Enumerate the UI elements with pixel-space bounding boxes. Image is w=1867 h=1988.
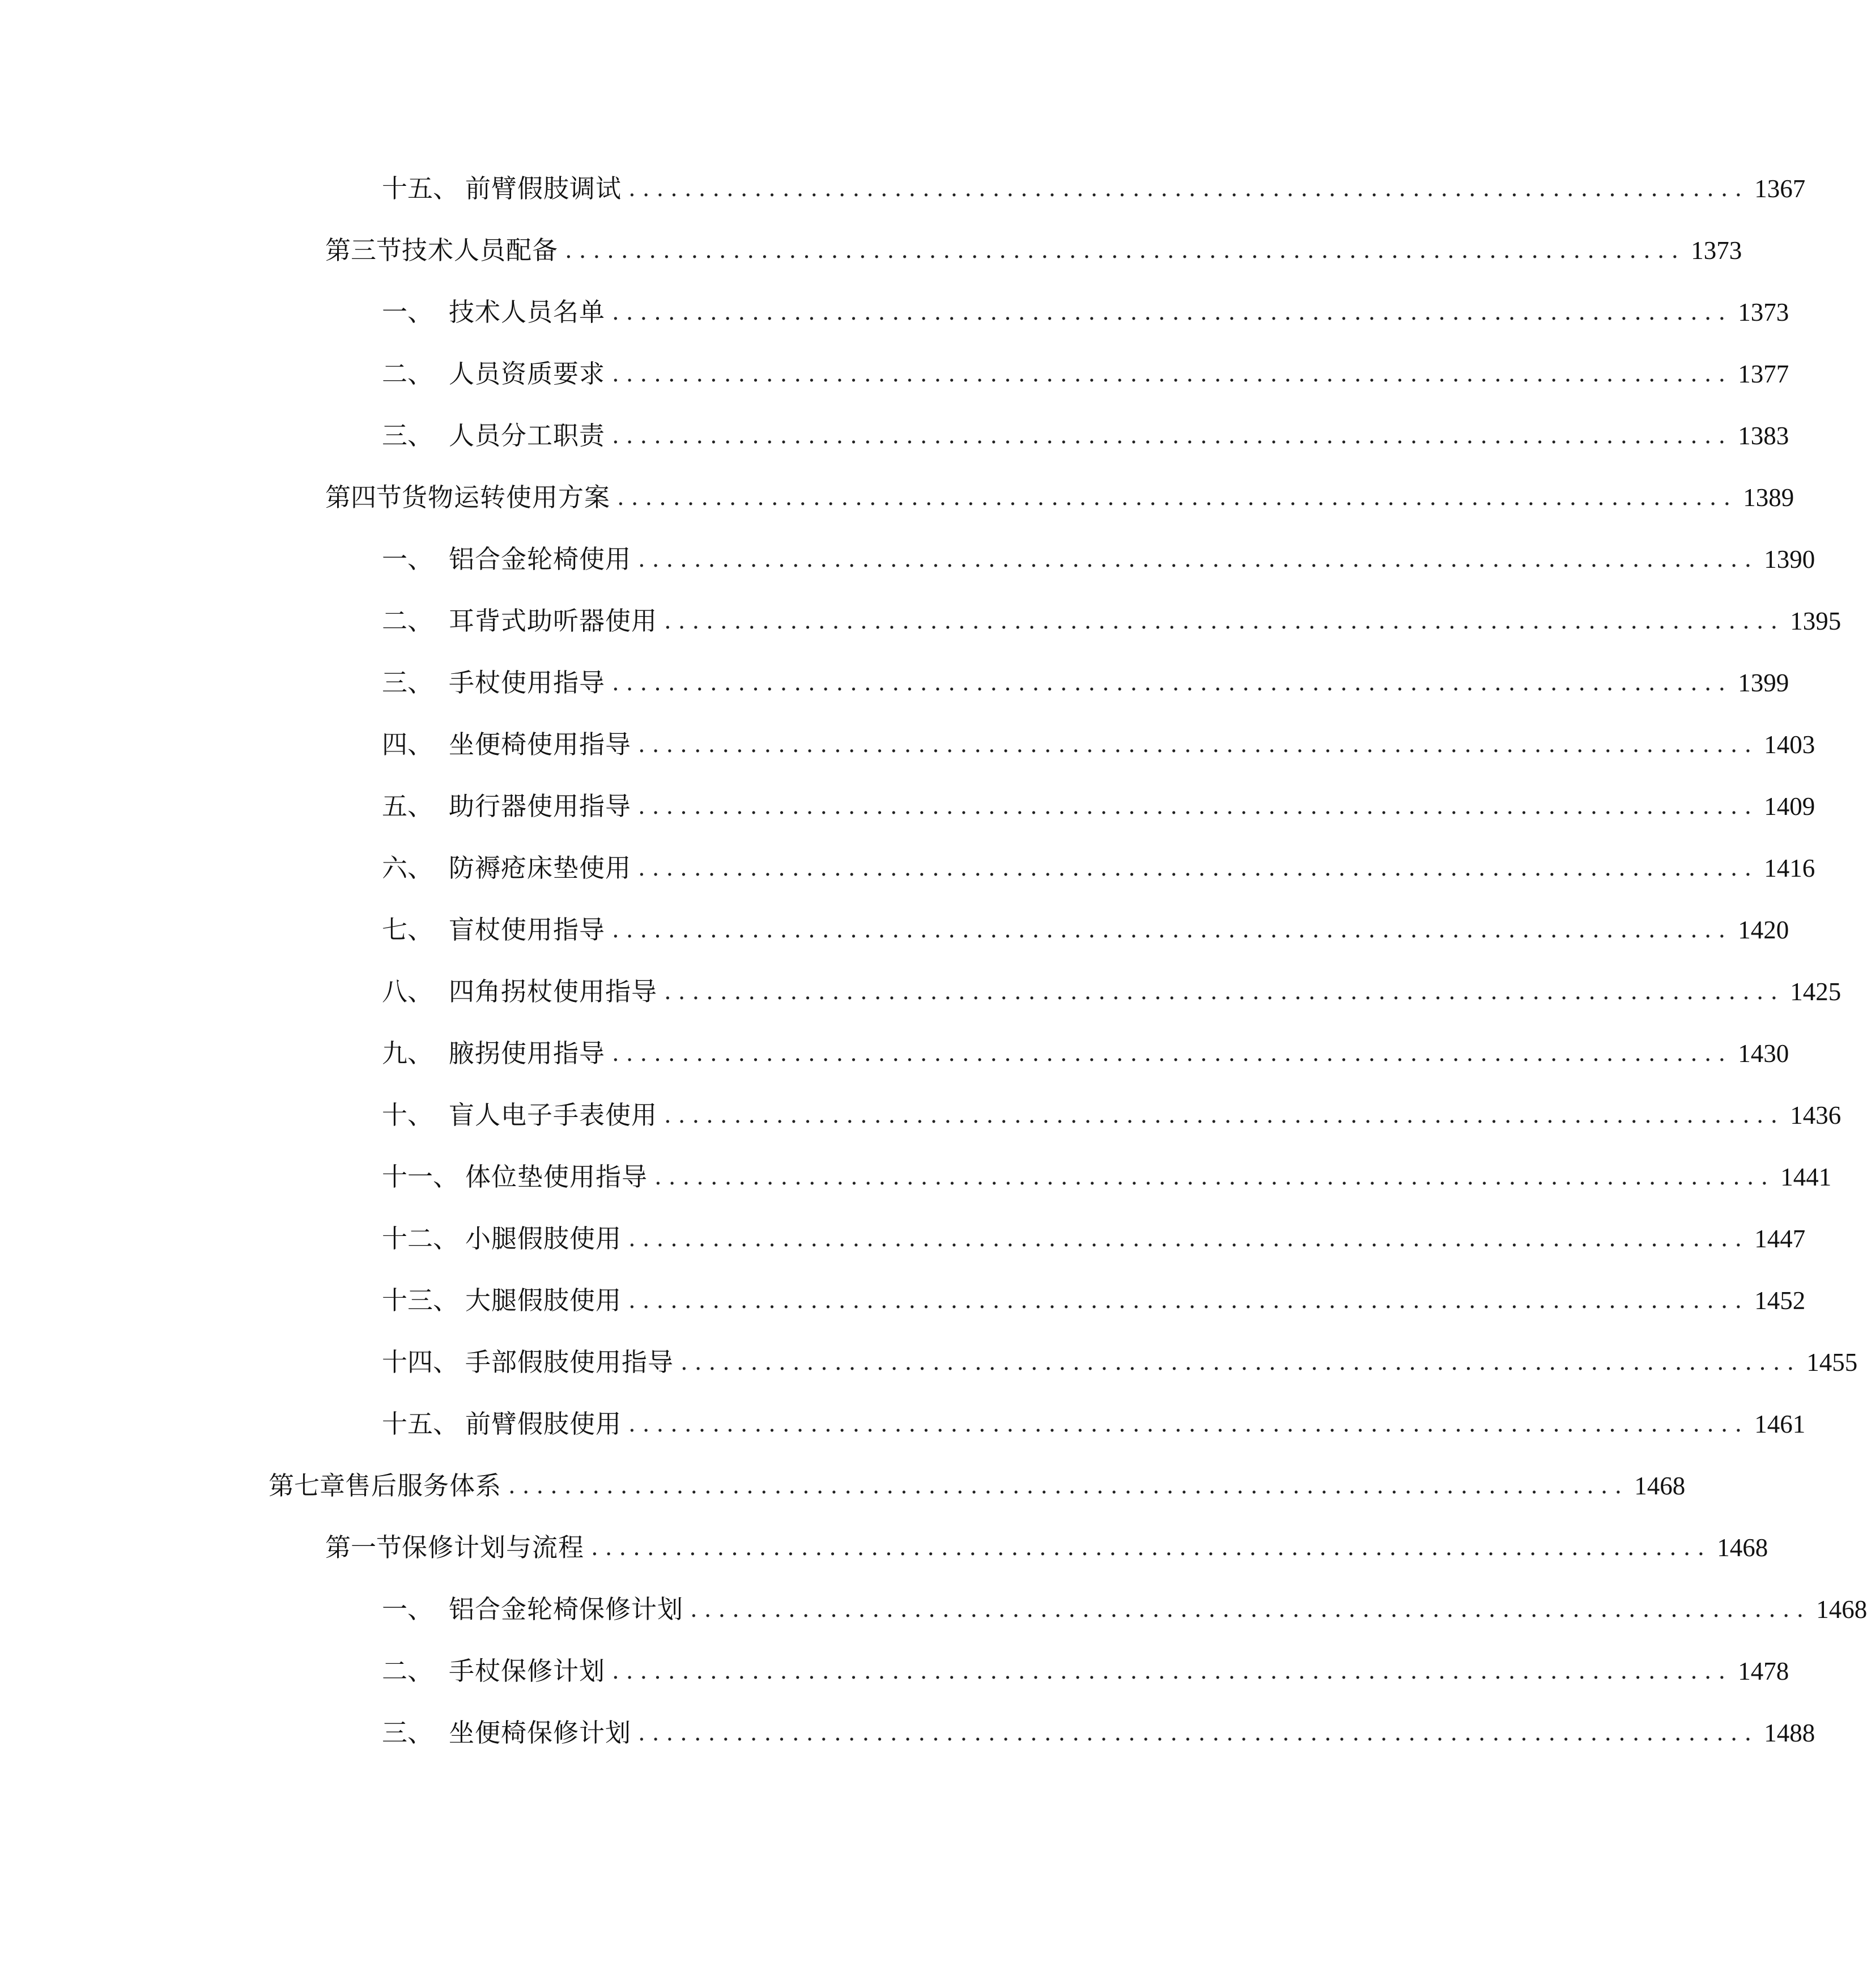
toc-entry-title: 体位垫使用指导 bbox=[465, 1162, 648, 1192]
toc-entry-page: 1455 bbox=[1806, 1348, 1858, 1377]
toc-entry[interactable] bbox=[382, 1578, 1867, 1641]
toc-entry-number: 十三、 bbox=[382, 1285, 459, 1315]
toc-entry-number: 九、 bbox=[382, 1038, 433, 1068]
toc-entry-page: 1461 bbox=[1754, 1410, 1806, 1438]
toc-entry-page: 1395 bbox=[1790, 607, 1842, 635]
dot-leader: ................................................................................ bbox=[612, 917, 1733, 943]
toc-entry-title: 大腿假肢使用 bbox=[465, 1285, 622, 1315]
toc-entry[interactable] bbox=[382, 837, 1815, 899]
toc-entry-page: 1468 bbox=[1816, 1595, 1867, 1624]
toc-entry-number: 二、 bbox=[382, 606, 433, 636]
toc-entry-title: 铝合金轮椅保修计划 bbox=[449, 1594, 684, 1624]
toc-entry-number: 十、 bbox=[382, 1100, 433, 1130]
dot-leader: ................................................................................ bbox=[591, 1535, 1712, 1561]
toc-entry-title: 盲人电子手表使用 bbox=[449, 1100, 658, 1130]
dot-leader: ................................................................................ bbox=[628, 176, 1749, 202]
dot-leader: ................................................................................ bbox=[508, 1473, 1629, 1499]
toc-entry[interactable] bbox=[269, 1455, 1686, 1517]
toc-entry-page: 1390 bbox=[1764, 545, 1815, 574]
toc-entry-number: 二、 bbox=[382, 1656, 433, 1686]
toc-entry-number: 三、 bbox=[382, 420, 433, 451]
toc-entry-number: 十五、 bbox=[382, 173, 459, 203]
toc-entry-title: 铝合金轮椅使用 bbox=[449, 544, 632, 574]
toc-entry[interactable] bbox=[382, 1208, 1806, 1270]
dot-leader: ................................................................................ bbox=[612, 361, 1733, 387]
toc-entry-page: 1468 bbox=[1717, 1534, 1768, 1562]
toc-entry-title: 技术人员配备 bbox=[402, 235, 559, 265]
toc-entry-number: 三、 bbox=[382, 1718, 433, 1748]
toc-entry[interactable] bbox=[382, 1269, 1806, 1332]
toc-entry-page: 1377 bbox=[1738, 360, 1789, 388]
toc-entry-page: 1447 bbox=[1754, 1225, 1806, 1253]
toc-entry-page: 1478 bbox=[1738, 1657, 1789, 1685]
toc-entry-number: 四、 bbox=[382, 729, 433, 759]
toc-entry-number: 五、 bbox=[382, 791, 433, 821]
toc-entry[interactable] bbox=[382, 1084, 1842, 1146]
toc-entry[interactable] bbox=[382, 899, 1789, 961]
toc-entry[interactable] bbox=[382, 1022, 1789, 1085]
toc-entry-page: 1373 bbox=[1691, 236, 1742, 265]
dot-leader: ................................................................................ bbox=[612, 670, 1733, 696]
toc-entry-title: 腋拐使用指导 bbox=[449, 1038, 606, 1068]
toc-entry[interactable] bbox=[382, 1331, 1858, 1394]
dot-leader: ................................................................................ bbox=[612, 299, 1733, 325]
toc-entry-page: 1383 bbox=[1738, 422, 1789, 450]
dot-leader: ................................................................................ bbox=[612, 1658, 1733, 1684]
toc-entry-number: 一、 bbox=[382, 1594, 433, 1624]
toc-entry[interactable] bbox=[382, 652, 1789, 714]
toc-entry-title: 盲杖使用指导 bbox=[449, 915, 606, 945]
dot-leader: ................................................................................ bbox=[690, 1596, 1811, 1622]
toc-entry[interactable] bbox=[382, 343, 1789, 405]
toc-entry-page: 1452 bbox=[1754, 1286, 1806, 1315]
toc-entry-page: 1436 bbox=[1790, 1101, 1842, 1129]
toc-entry[interactable] bbox=[382, 528, 1815, 591]
toc-entry[interactable] bbox=[382, 1393, 1806, 1455]
toc-entry-title: 坐便椅保修计划 bbox=[449, 1718, 632, 1748]
dot-leader: ................................................................................ bbox=[565, 237, 1686, 264]
toc-entry[interactable] bbox=[382, 1146, 1832, 1208]
dot-leader: ................................................................................ bbox=[617, 485, 1738, 511]
toc-entry-page: 1441 bbox=[1780, 1163, 1832, 1191]
toc-entry[interactable] bbox=[382, 775, 1815, 838]
toc-entry-number: 十四、 bbox=[382, 1347, 459, 1377]
dot-leader: ................................................................................ bbox=[681, 1349, 1801, 1375]
dot-leader: ................................................................................ bbox=[628, 1288, 1749, 1314]
toc-entry-page: 1373 bbox=[1738, 298, 1789, 326]
toc-entry-number: 第四节 bbox=[325, 482, 402, 512]
toc-entry-title: 人员分工职责 bbox=[449, 420, 606, 451]
toc-entry-page: 1399 bbox=[1738, 669, 1789, 697]
toc-entry-number: 第一节 bbox=[325, 1532, 402, 1562]
dot-leader: ................................................................................ bbox=[638, 793, 1759, 819]
dot-leader: ................................................................................ bbox=[628, 1411, 1749, 1437]
toc-entry[interactable] bbox=[382, 281, 1789, 343]
toc-entry-title: 手杖保修计划 bbox=[449, 1656, 606, 1686]
dot-leader: ................................................................................ bbox=[664, 608, 1785, 634]
toc-entry[interactable] bbox=[382, 590, 1842, 652]
toc-entry-number: 二、 bbox=[382, 359, 433, 389]
toc-entry-page: 1425 bbox=[1790, 978, 1842, 1006]
toc-entry-number: 八、 bbox=[382, 976, 433, 1006]
toc-entry-number: 十一、 bbox=[382, 1162, 459, 1192]
toc-entry-page: 1403 bbox=[1764, 730, 1815, 759]
toc-entry-title: 前臂假肢调试 bbox=[465, 173, 622, 203]
toc-entry-title: 防褥疮床垫使用 bbox=[449, 853, 632, 883]
toc-entry[interactable] bbox=[325, 219, 1742, 282]
dot-leader: ................................................................................ bbox=[664, 1102, 1785, 1128]
toc-entry-title: 四角拐杖使用指导 bbox=[449, 976, 658, 1006]
toc-entry-number: 七、 bbox=[382, 915, 433, 945]
toc-entry-page: 1468 bbox=[1634, 1472, 1686, 1500]
toc-entry-page: 1389 bbox=[1743, 483, 1794, 512]
toc-entry-number: 一、 bbox=[382, 544, 433, 574]
toc-entry-title: 小腿假肢使用 bbox=[465, 1224, 622, 1254]
toc-entry[interactable] bbox=[325, 466, 1794, 529]
dot-leader: ................................................................................ bbox=[612, 423, 1733, 449]
toc-entry[interactable] bbox=[382, 158, 1806, 220]
toc-entry-page: 1367 bbox=[1754, 175, 1806, 203]
toc-entry[interactable] bbox=[325, 1517, 1768, 1579]
toc-entry[interactable] bbox=[382, 1640, 1789, 1702]
toc-entry-number: 十二、 bbox=[382, 1224, 459, 1254]
toc-entry[interactable] bbox=[382, 1702, 1815, 1764]
dot-leader: ................................................................................ bbox=[654, 1164, 1775, 1190]
toc-entry-title: 售后服务体系 bbox=[345, 1471, 502, 1501]
toc-entry[interactable] bbox=[382, 713, 1815, 776]
toc-entry-title: 手部假肢使用指导 bbox=[465, 1347, 674, 1377]
toc-entry[interactable] bbox=[382, 405, 1789, 467]
dot-leader: ................................................................................ bbox=[628, 1226, 1749, 1252]
dot-leader: ................................................................................ bbox=[664, 979, 1785, 1005]
dot-leader: ................................................................................ bbox=[612, 1040, 1733, 1067]
toc-entry-title: 技术人员名单 bbox=[449, 297, 606, 327]
toc-entry-title: 保修计划与流程 bbox=[402, 1532, 585, 1562]
toc-entry-number: 第七章 bbox=[269, 1471, 346, 1501]
toc-entry-number: 三、 bbox=[382, 668, 433, 698]
toc-entry-number: 六、 bbox=[382, 853, 433, 883]
toc-entry-page: 1430 bbox=[1738, 1039, 1789, 1068]
toc-entry-title: 手杖使用指导 bbox=[449, 668, 606, 698]
toc-entry-title: 前臂假肢使用 bbox=[465, 1409, 622, 1439]
toc-entry-title: 助行器使用指导 bbox=[449, 791, 632, 821]
toc-entry-title: 坐便椅使用指导 bbox=[449, 729, 632, 759]
toc-entry[interactable] bbox=[382, 961, 1842, 1023]
toc-entry-page: 1488 bbox=[1764, 1719, 1815, 1747]
dot-leader: ................................................................................ bbox=[638, 732, 1759, 758]
toc-entry-page: 1416 bbox=[1764, 854, 1815, 882]
toc-entry-title: 人员资质要求 bbox=[449, 359, 606, 389]
toc-entry-title: 耳背式助听器使用 bbox=[449, 606, 658, 636]
toc-entry-title: 货物运转使用方案 bbox=[402, 482, 611, 512]
dot-leader: ................................................................................ bbox=[638, 1720, 1759, 1746]
toc-entry-page: 1420 bbox=[1738, 916, 1789, 944]
toc-entry-number: 十五、 bbox=[382, 1409, 459, 1439]
dot-leader: ................................................................................ bbox=[638, 546, 1759, 572]
toc-entry-page: 1409 bbox=[1764, 792, 1815, 821]
dot-leader: ................................................................................ bbox=[638, 855, 1759, 881]
toc-entry-number: 第三节 bbox=[325, 235, 402, 265]
toc-entry-number: 一、 bbox=[382, 297, 433, 327]
